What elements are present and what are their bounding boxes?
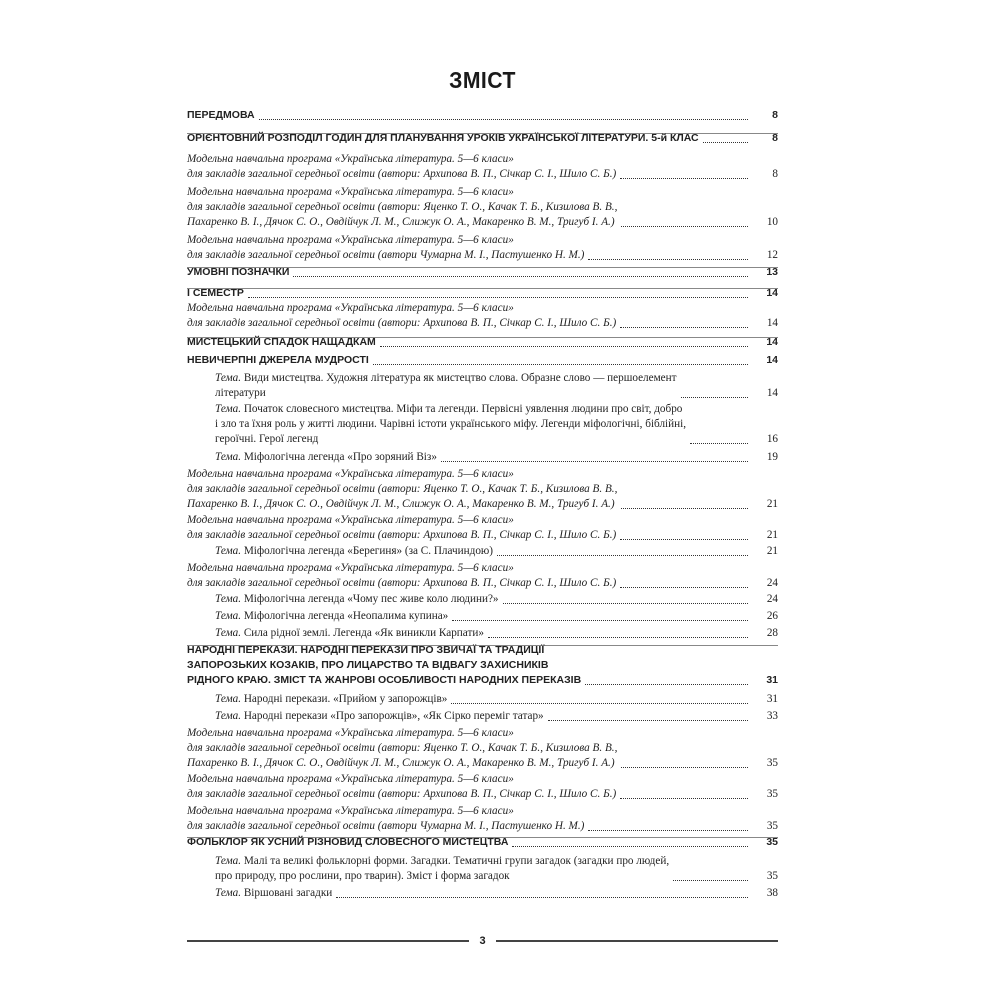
dot-leader [373,363,748,365]
dot-leader [380,345,748,347]
dot-leader [703,141,748,143]
dot-leader [620,586,748,588]
toc-program-entry [187,561,778,592]
toc-entry-text [215,609,448,624]
topic-label: Тема. [215,710,242,722]
toc-entry-row [187,233,778,263]
topic-text: Малі та великі фольклорні форми. Загадки. Тематичні групи загадок (загадки про людей, про природу, про рослини, про тварин). Зміст і форма загадок [215,855,670,882]
table-of-contents [187,108,778,903]
toc-topic-entry [187,450,778,467]
topic-text: Міфологічна легенда «Чому пес живе коло людини?» [243,593,499,605]
toc-program-entry [187,152,778,185]
toc-section-entry [187,335,778,353]
dot-leader [588,258,748,260]
topic-label: Тема. [215,372,242,384]
toc-section-entry [187,286,778,301]
dot-leader [451,702,748,704]
toc-page-number: 10 [766,216,778,228]
dot-leader [621,507,748,509]
toc-entry-text: Модельна навчальна програма «Українська література. 5—6 класи» для закладів загальної середньої освіти (автори: Яценко Т. О., Качак Т. Б., Кизилова В. В., Пахаренко В. І., Дячок С. О., Овдійчук Л. М., Слижук О. А., Макаренко В. М., Тригуб І. А.) [187,186,618,228]
toc-page-number: 38 [766,887,778,899]
topic-label: Тема. [215,610,242,622]
toc-page-number: 35 [766,870,778,882]
toc-program-entry [187,185,778,233]
toc-entry-row [187,265,778,280]
topic-text: Види мистецтва. Художня література як мистецтво слова. Образне слово — першоелемент літератури [215,372,677,399]
topic-label: Тема. [215,887,242,899]
toc-entry-row [187,152,778,182]
toc-entry-row [187,772,778,802]
toc-topic-entry [187,709,778,726]
toc-entry-row [215,854,778,884]
toc-page-number: 21 [766,529,778,541]
toc-entry-row [187,353,778,368]
topic-label: Тема. [215,545,242,557]
footer-rule-right [496,940,778,942]
topic-label: Тема. [215,693,242,705]
dot-leader [548,719,748,721]
toc-program-entry [187,726,778,772]
topic-label: Тема. [215,627,242,639]
toc-page-number: 31 [766,693,778,705]
toc-section-entry [187,265,778,286]
topic-label: Тема. [215,855,242,867]
toc-entry-text: Модельна навчальна програма «Українська література. 5—6 класи» для закладів загальної середньої освіти (автори: Яценко Т. О., Качак Т. Б., Кизилова В. В., Пахаренко В. І., Дячок С. О., Овдійчук Л. М., Слижук О. А., Макаренко В. М., Тригуб І. А.) [187,468,618,510]
page-number: 3 [479,935,486,947]
dot-leader [620,797,748,799]
toc-entry-row [215,371,778,401]
toc-section-entry [187,108,778,131]
dot-leader [588,829,748,831]
dot-leader [690,442,748,444]
toc-program-entry [187,772,778,804]
toc-entry-text: Модельна навчальна програма «Українська література. 5—6 класи» для закладів загальної середньої освіти (автори: Яценко Т. О., Качак Т. Б., Кизилова В. В., Пахаренко В. І., Дячок С. О., Овдійчук Л. М., Слижук О. А., Макаренко В. М., Тригуб І. А.) [187,727,618,769]
toc-entry-row [187,286,778,301]
toc-page-number: 33 [766,710,778,722]
toc-page-number: 14 [766,336,778,348]
toc-entry-row [187,513,778,543]
toc-topic-entry [187,692,778,709]
toc-topic-entry [187,371,778,402]
toc-entry-text [215,450,437,465]
topic-text: Народні перекази. «Прийом у запорожців» [243,693,448,705]
page-title: ЗМІСТ [449,67,516,93]
dot-leader [681,396,748,398]
toc-entry-text [215,886,332,901]
toc-entry-row [187,301,778,331]
toc-entry-text: Модельна навчальна програма «Українська література. 5—6 класи» для закладів загальної середньої освіти (автори: Архипова В. П., Січкар С. І., Шило С. Б.) [187,773,617,800]
toc-page-number: 28 [766,627,778,639]
toc-entry-row [215,402,778,447]
toc-entry-row [187,643,778,688]
topic-text: Міфологічна легенда «Неопалима купина» [243,610,449,622]
toc-entry-row [215,709,778,724]
toc-page [187,62,778,903]
dot-leader [293,275,748,277]
dot-leader [497,554,748,556]
topic-text: Віршовані загадки [243,887,333,899]
toc-entry-text: Модельна навчальна програма «Українська література. 5—6 класи» для закладів загальної середньої освіти (автори Чумарна М. І., Пастушенко Н. М.) [187,805,585,832]
toc-topic-entry [187,402,778,450]
toc-entry-row [215,544,778,559]
toc-entry-text: НАРОДНІ ПЕРЕКАЗИ. НАРОДНІ ПЕРЕКАЗИ ПРО ЗВИЧАЇ ТА ТРАДИЦІЇ ЗАПОРОЗЬКИХ КОЗАКІВ, ПРО ЛИЦАРСТВО ТА ВІДВАГУ ЗАХИСНИКІВ РІДНОГО КРАЮ. ЗМІСТ ТА ЖАНРОВІ ОСОБЛИВОСТІ НАРОДНИХ ПЕРЕКАЗІВ [187,644,582,686]
dot-leader [620,538,748,540]
toc-page-number: 14 [766,287,778,299]
toc-entry-text: ОРІЄНТОВНИЙ РОЗПОДІЛ ГОДИН ДЛЯ ПЛАНУВАННЯ УРОКІВ УКРАЇНСЬКОЇ ЛІТЕРАТУРИ. 5-й КЛАС [187,132,699,144]
toc-entry-row [187,467,778,512]
toc-section-entry [187,835,778,854]
toc-entry-text: Модельна навчальна програма «Українська література. 5—6 класи» для закладів загальної середньої освіти (автори: Архипова В. П., Січкар С. І., Шило С. Б.) [187,514,617,541]
toc-entry-row [215,450,778,465]
toc-entry-text [215,709,544,724]
toc-program-entry [187,301,778,335]
toc-topic-entry [187,609,778,626]
toc-entry-row [187,185,778,230]
dot-leader [248,296,748,298]
toc-section-entry [187,353,778,371]
page-footer [187,933,778,949]
toc-entry-text: МИСТЕЦЬКИЙ СПАДОК НАЩАДКАМ [187,336,376,348]
toc-entry-text: Модельна навчальна програма «Українська література. 5—6 класи» для закладів загальної середньої освіти (автори: Архипова В. П., Січкар С. І., Шило С. Б.) [187,153,617,180]
toc-topic-entry [187,886,778,903]
toc-page-number: 8 [772,109,778,121]
toc-page-number: 13 [766,266,778,278]
toc-topic-entry [187,854,778,886]
toc-entry-row [215,886,778,901]
dot-leader [503,602,748,604]
toc-page-number: 24 [766,577,778,589]
footer-rule-left [187,940,469,942]
toc-topic-entry [187,544,778,561]
toc-entry-row [187,726,778,771]
toc-entry-row [215,592,778,607]
topic-label: Тема. [215,403,242,415]
dot-leader [336,896,748,898]
dot-leader [673,879,748,881]
toc-page-number: 24 [766,593,778,605]
dot-leader [620,177,748,179]
toc-section-entry [187,131,778,152]
dot-leader [512,845,748,847]
toc-page-number: 16 [766,433,778,445]
toc-page-number: 19 [766,451,778,463]
toc-entry-row [187,804,778,834]
toc-entry-row [187,108,778,123]
toc-page-number: 35 [766,820,778,832]
toc-page-number: 21 [766,498,778,510]
toc-entry-row [187,335,778,350]
toc-topic-entry [187,626,778,643]
toc-page-number: 35 [766,836,778,848]
toc-entry-row [187,131,778,146]
topic-text: Початок словесного мистецтва. Міфи та легенди. Первісні уявлення людини про світ, добро і зло та їхня роль у житті людини. Чарівні істоти українського міфу. Легенди міфологічні, біблійні, героїчні. Герої легенд [215,403,687,445]
dot-leader [621,766,748,768]
toc-entry-text [215,692,447,707]
toc-program-entry [187,467,778,513]
topic-label: Тема. [215,451,242,463]
toc-entry-text: УМОВНІ ПОЗНАЧКИ [187,266,290,278]
toc-entry-row [187,561,778,591]
dot-leader [259,118,748,120]
dot-leader [441,460,748,462]
toc-page-number: 14 [766,387,778,399]
toc-topic-entry [187,592,778,609]
topic-text: Міфологічна легенда «Берегиня» (за С. Плачиндою) [243,545,493,557]
toc-page-number: 12 [766,249,778,261]
dot-leader [621,225,748,227]
topic-text: Народні перекази «Про запорожців», «Як Сірко переміг татар» [243,710,544,722]
toc-entry-row [215,692,778,707]
dot-leader [488,636,748,638]
toc-entry-text: ФОЛЬКЛОР ЯК УСНИЙ РІЗНОВИД СЛОВЕСНОГО МИСТЕЦТВА [187,836,509,848]
toc-entry-text: ПЕРЕДМОВА [187,109,255,121]
toc-page-number: 14 [766,354,778,366]
toc-page-number: 8 [772,132,778,144]
toc-entry-text: НЕВИЧЕРПНІ ДЖЕРЕЛА МУДРОСТІ [187,354,369,366]
toc-entry-text: Модельна навчальна програма «Українська література. 5—6 класи» для закладів загальної середньої освіти (автори Чумарна М. І., Пастушенко Н. М.) [187,234,585,261]
toc-entry-text: Модельна навчальна програма «Українська література. 5—6 класи» для закладів загальної середньої освіти (автори: Архипова В. П., Січкар С. І., Шило С. Б.) [187,562,617,589]
toc-entry-text [215,854,669,884]
toc-entry-text [215,544,493,559]
toc-page-number: 8 [772,168,778,180]
toc-page-number: 35 [766,757,778,769]
toc-entry-text [215,626,484,641]
toc-entry-text [215,371,677,401]
toc-entry-text: І СЕМЕСТР [187,287,244,299]
toc-entry-row [187,835,778,850]
topic-text: Міфологічна легенда «Про зоряний Віз» [243,451,437,463]
toc-page-number: 31 [766,674,778,686]
dot-leader [585,683,748,685]
toc-page-number: 21 [766,545,778,557]
toc-entry-text [215,592,499,607]
toc-program-entry [187,233,778,265]
toc-page-number: 35 [766,788,778,800]
toc-page-number: 14 [766,317,778,329]
dot-leader [620,326,748,328]
toc-program-entry [187,513,778,544]
dot-leader [452,619,748,621]
toc-section-entry [187,643,778,692]
toc-page-number: 26 [766,610,778,622]
toc-entry-row [215,626,778,641]
topic-text: Сила рідної землі. Легенда «Як виникли Карпати» [243,627,484,639]
toc-entry-text [215,402,686,447]
toc-program-entry [187,804,778,835]
toc-entry-row [215,609,778,624]
topic-label: Тема. [215,593,242,605]
toc-entry-text: Модельна навчальна програма «Українська література. 5—6 класи» для закладів загальної середньої освіти (автори: Архипова В. П., Січкар С. І., Шило С. Б.) [187,302,617,329]
